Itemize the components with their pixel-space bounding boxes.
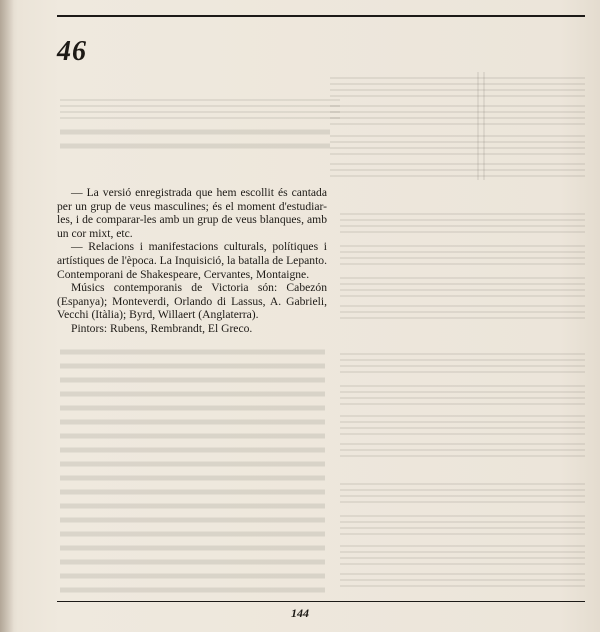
ghost-staff-group-2 (340, 214, 585, 318)
top-rule (57, 15, 585, 17)
ghost-staff-group-1 (60, 72, 585, 180)
page-number: 144 (291, 606, 309, 620)
bottom-rule (57, 601, 585, 602)
paragraph-cultural-relations: — Relacions i manifestacions culturals, polítiques i artístiques de l'època. La Inquisició, la batalla de Lepanto. Contemporani de Shakespeare, Cervantes, Montaigne. (57, 240, 327, 281)
paragraph-recorded-version: — La versió enregistrada que hem escollit és cantada per un grup de veus masculines; és el moment d'estudiar-les, i de comparar-les amb un grup de veus blanques, amb un cor mixt, etc. (57, 186, 327, 240)
paragraph-painters: Pintors: Rubens, Rembrandt, El Greco. (71, 321, 253, 335)
ghost-staff-group-3 (340, 354, 585, 456)
chapter-number: 46 (57, 36, 87, 67)
body-text (57, 186, 327, 336)
ghost-staff-group-4 (340, 484, 585, 586)
paragraph-contemporary-musicians: Músics contemporanis de Victoria són: Cabezón (Espanya); Monteverdi, Orlando di Lassus, A. Gabrieli, Vecchi (Itàlia); Byrd, Willaert (Anglaterra). (57, 281, 327, 322)
